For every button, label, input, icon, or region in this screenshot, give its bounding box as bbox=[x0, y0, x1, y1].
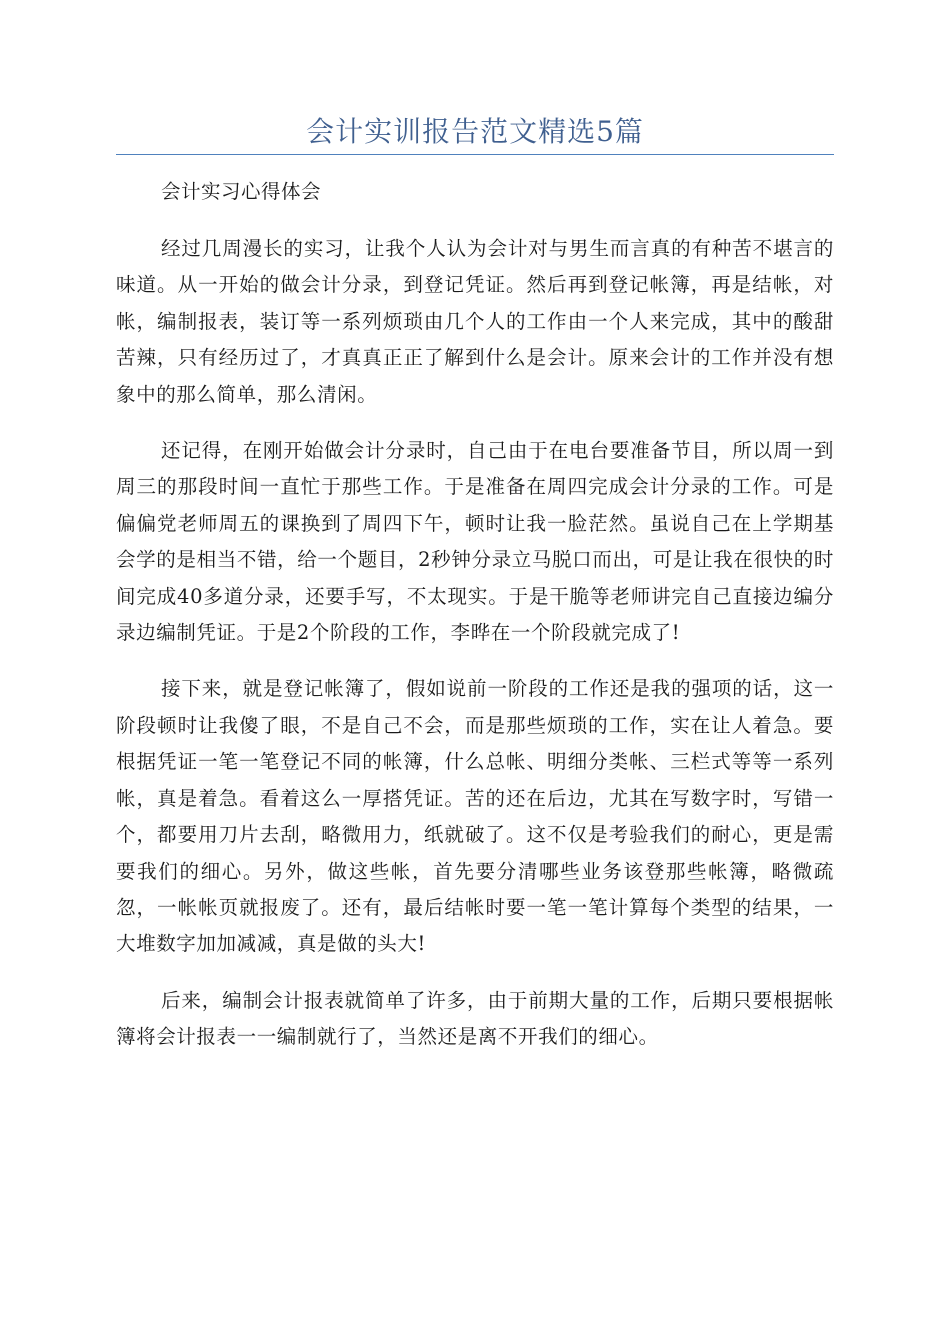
paragraph: 后来，编制会计报表就简单了许多，由于前期大量的工作，后期只要根据帐簿将会计报表一一编制就行了，当然还是离不开我们的细心。 bbox=[116, 988, 834, 1049]
section-subtitle: 会计实习心得体会 bbox=[161, 180, 322, 203]
document-body bbox=[116, 174, 834, 1056]
paragraph: 经过几周漫长的实习，让我个人认为会计对与男生而言真的有种苦不堪言的味道。从一开始的做会计分录，到登记凭证。然后再到登记帐簿，再是结帐，对帐，编制报表，装订等一系列烦琐由几个人的工作由一个人来完成，其中的酸甜苦辣，只有经历过了，才真真正正了解到什么是会计。原来会计的工作并没有想象中的那么简单，那么清闲。 bbox=[116, 237, 834, 406]
paragraph: 接下来，就是登记帐簿了，假如说前一阶段的工作还是我的强项的话，这一阶段顿时让我傻了眼，不是自己不会，而是那些烦琐的工作，实在让人着急。要根据凭证一笔一笔登记不同的帐簿，什么总帐、明细分类帐、三栏式等等一系列帐，真是着急。看着这么一厚搭凭证。苦的还在后边，尤其在写数字时，写错一个，都要用刀片去刮，略微用力，纸就破了。这不仅是考验我们的耐心，更是需要我们的细心。另外，做这些帐，首先要分清哪些业务该登那些帐簿，略微疏忽，一帐帐页就报废了。还有，最后结帐时要一笔一笔计算每个类型的结果，一大堆数字加加减减，真是做的头大! bbox=[116, 677, 834, 956]
document-title: 会计实训报告范文精选5篇 bbox=[306, 115, 644, 148]
paragraph: 还记得，在刚开始做会计分录时，自己由于在电台要准备节目，所以周一到周三的那段时间一直忙于那些工作。于是准备在周四完成会计分录的工作。可是偏偏党老师周五的课换到了周四下午，顿时让我一脸茫然。虽说自己在上学期基会学的是相当不错，给一个题目，2秒钟分录立马脱口而出，可是让我在很快的时间完成40多道分录，还要手写，不太现实。于是干脆等老师讲完自己直接边编分录边编制凭证。于是2个阶段的工作，李晔在一个阶段就完成了! bbox=[116, 439, 834, 645]
title-underline bbox=[116, 154, 834, 155]
